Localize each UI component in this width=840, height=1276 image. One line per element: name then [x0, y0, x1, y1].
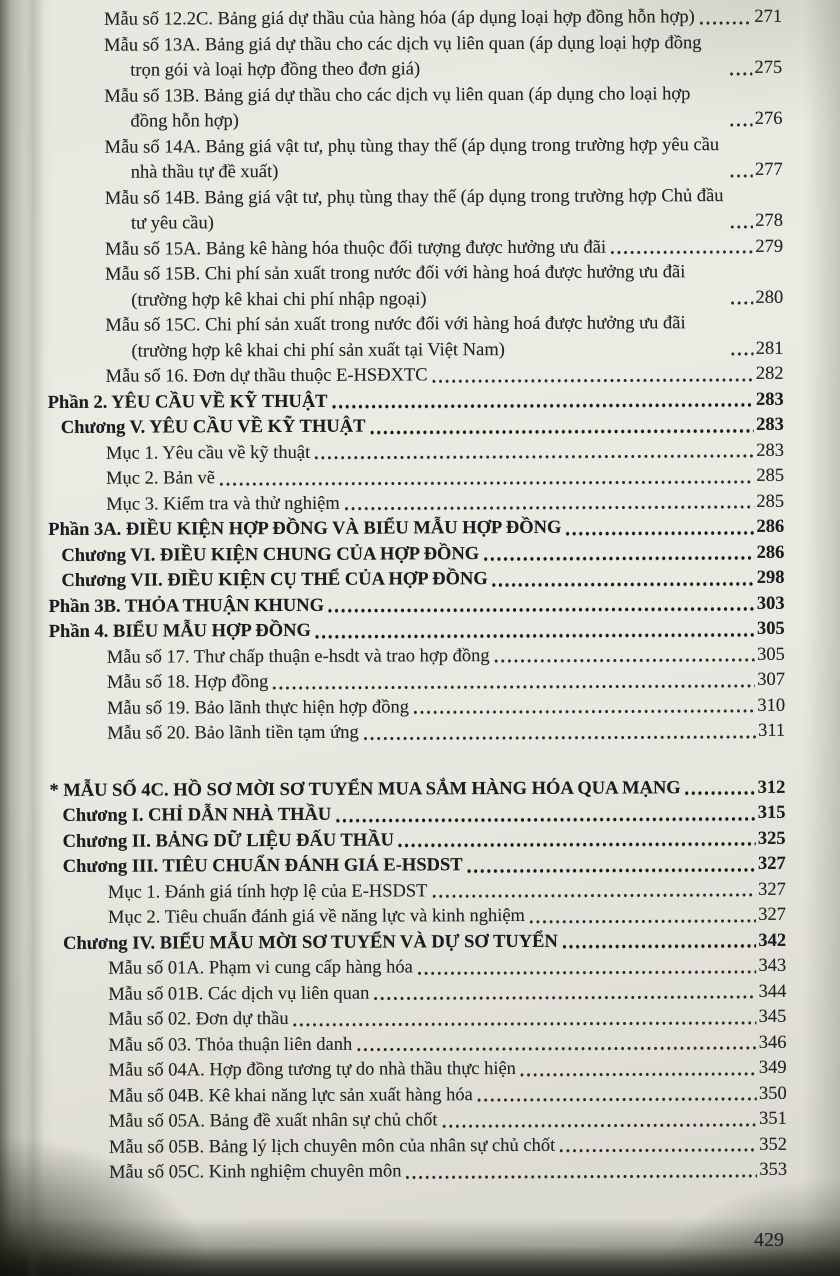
toc-entry [107, 668, 785, 696]
toc-entry-page: 349 [758, 1057, 787, 1078]
toc-entry-page: 310 [757, 695, 786, 716]
toc-entry [104, 5, 782, 33]
toc-entry-page: 285 [756, 491, 785, 512]
toc-entry-page: 315 [757, 802, 786, 823]
toc-entry-page: 312 [757, 777, 786, 798]
dot-leader [314, 633, 755, 639]
dot-leader [476, 1097, 757, 1102]
toc-entry-page: 311 [758, 720, 786, 741]
toc-entry [105, 183, 783, 237]
toc-entry-page: 351 [759, 1108, 787, 1129]
toc-entry-text: Mẫu số 13B. Bảng giá dự thầu cho các dịch vụ liên quan (áp dụng cho loại hợp đồng hỗn hợp) [104, 83, 691, 132]
dot-leader [729, 72, 753, 76]
toc-entry-text: Mẫu số 15B. Chi phí sản xuất trong nước đối với hàng hoá được hưởng ưu đãi (trường hợp kê khai chi phí nhập ngoại) [105, 262, 686, 311]
dot-leader [440, 1123, 757, 1128]
toc-entry-page: 350 [758, 1083, 787, 1104]
toc-entry [109, 1081, 787, 1109]
toc-entry-page: 327 [758, 904, 787, 925]
toc-entry-page: 342 [758, 930, 787, 951]
toc-entry-text: Mẫu số 05A. Bảng đề xuất nhân sự chủ chốt [108, 1110, 438, 1132]
dot-leader [564, 531, 754, 535]
toc-entry [105, 132, 783, 186]
toc-entry-text: Chương III. TIÊU CHUẨN ĐÁNH GIÁ E-HSDST [62, 855, 463, 877]
toc-entry-text: * MẪU SỐ 4C. HỒ SƠ MỜI SƠ TUYỂN MUA SẮM HÀNG HÓA QUA MẠNG [49, 777, 681, 801]
toc-entry [105, 260, 783, 314]
toc-entry-text: Mẫu số 15A. Bảng kê hàng hóa thuộc đối tượng được hưởng ưu đãi [105, 237, 607, 260]
toc-entry-page: 325 [757, 828, 786, 849]
dot-leader [368, 429, 754, 434]
dot-leader [416, 970, 757, 975]
toc-entry-text: Mục 1. Yêu cầu về kỹ thuật [105, 442, 311, 464]
toc-entry [108, 877, 786, 905]
toc-entry [104, 81, 782, 135]
toc-entry [106, 438, 784, 466]
toc-entry-page: 276 [754, 108, 783, 129]
dot-leader [331, 403, 754, 408]
toc-entry-text: Mẫu số 17. Thư chấp thuận e-hsdt và trao hợp đồng [106, 645, 490, 668]
dot-leader [431, 378, 754, 383]
toc-entry-page: 298 [756, 567, 785, 588]
toc-entry [109, 1056, 787, 1084]
dot-leader [218, 480, 754, 486]
toc-entry-text: Chương IV. BIỂU MẪU MỜI SƠ TUYỂN VÀ DỰ SƠ TUYỂN [63, 931, 558, 954]
toc-entry-text: Mẫu số 19. Bảo lãnh thực hiện hợp đồng [107, 696, 410, 719]
dot-leader [729, 174, 753, 178]
toc-entry-page: 279 [755, 236, 784, 257]
toc-entry [108, 1005, 786, 1033]
toc-entry-text: Mẫu số 04B. Kê khai năng lực sản xuất hàng hóa [108, 1084, 473, 1107]
dot-leader [271, 684, 755, 690]
toc-entry-text: Mẫu số 12.2C. Bảng giá dự thầu của hàng hóa (áp dụng loại hợp đồng hỗn hợp) [104, 7, 695, 30]
toc-entry-text: Chương VII. ĐIỀU KIỆN CỤ THỂ CỦA HỢP ĐỒNG [61, 569, 488, 591]
toc-entry-text: Mẫu số 01B. Các dịch vụ liên quan [108, 983, 370, 1005]
dot-leader [730, 301, 754, 305]
toc-entry-text: Chương VI. ĐIỀU KIỆN CHUNG CỦA HỢP ĐỒNG [61, 543, 480, 566]
dot-leader [482, 556, 754, 561]
toc-entry-text: Mẫu số 01A. Phạm vi cung cấp hàng hóa [108, 957, 413, 979]
toc-entry-page: 346 [758, 1032, 787, 1053]
toc-entry-text: Mẫu số 05B. Bảng lý lịch chuyên môn của nhân sự chủ chốt [108, 1135, 556, 1158]
dot-leader [684, 791, 756, 795]
toc-entry-text: Mẫu số 03. Thỏa thuận liên danh [108, 1034, 353, 1056]
dot-leader [397, 842, 756, 847]
dot-leader [343, 505, 755, 510]
toc-entry-text: Chương V. YÊU CẦU VỀ KỸ THUẬT [60, 416, 366, 438]
dot-leader [491, 582, 755, 587]
toc-entry [109, 1107, 787, 1135]
toc-entry-page: 281 [755, 338, 784, 359]
toc-entry-page: 271 [754, 6, 783, 27]
toc-entry-text: Mẫu số 05C. Kinh nghiệm chuyên môn [109, 1161, 402, 1183]
page-number: 429 [754, 1229, 784, 1251]
toc-entry-text: Mục 2. Tiêu chuẩn đánh giá về năng lực và kinh nghiệm [107, 905, 525, 928]
toc-entry [109, 1132, 787, 1160]
toc-entry-page: 352 [759, 1134, 788, 1155]
dot-leader [558, 1148, 757, 1152]
toc-entry-text: Mẫu số 14B. Bảng giá vật tư, phụ tùng thay thế (áp dụng trong trường hợp Chủ đầu tư yêu cầu) [104, 185, 724, 234]
dot-leader [729, 123, 753, 127]
toc-entry-page: 305 [756, 618, 785, 639]
toc-entry [107, 693, 785, 721]
toc-entry-text: Mẫu số 15C. Chi phí sản xuất trong nước đối với hàng hoá được hưởng ưu đãi (trường hợp kê khai chi phí sản xuất tại Việt Nam) [105, 313, 686, 362]
toc-entry [49, 775, 785, 804]
toc-entry [63, 928, 786, 957]
toc-entry-text: Phần 3A. ĐIỀU KIỆN HỢP ĐỒNG VÀ BIỂU MẪU HỢP ĐỒNG [48, 517, 562, 540]
toc-entry-text: Mục 1. Đánh giá tính hợp lệ của E-HSDST [107, 880, 428, 903]
dot-leader [362, 735, 756, 740]
toc-entry-text: Mẫu số 13A. Bảng giá dự thầu cho các dịch vụ liên quan (áp dụng loại hợp đồng trọn gói và loại hợp đồng theo đơn giá) [104, 32, 702, 81]
dot-leader [466, 868, 756, 873]
dot-leader [327, 607, 755, 612]
toc-entry-page: 280 [755, 287, 784, 308]
dot-leader [729, 225, 753, 229]
toc-entry [105, 311, 783, 365]
toc-entry [63, 852, 786, 881]
table-of-contents [46, 5, 787, 1187]
toc-entry-page: 278 [755, 210, 783, 231]
toc-entry [106, 489, 784, 517]
toc-entry-page: 286 [756, 542, 785, 563]
dot-leader [334, 817, 756, 822]
toc-entry-text: Mẫu số 20. Bảo lãnh tiền tạm ứng [107, 722, 359, 744]
toc-entry [107, 642, 785, 670]
toc-entry-page: 286 [756, 516, 785, 537]
toc-entry-page: 344 [758, 981, 787, 1002]
toc-entry [48, 387, 784, 416]
toc-entry-page: 327 [757, 853, 786, 874]
dot-leader [430, 893, 756, 898]
toc-entry-text: Mẫu số 04A. Hợp đồng tương tự do nhà thầu thực hiện [108, 1058, 516, 1081]
toc-entry [105, 234, 783, 262]
toc-entry-text: Chương II. BẢNG DỮ LIỆU ĐẤU THẦU [62, 829, 394, 852]
toc-entry-page: 343 [758, 955, 787, 976]
dot-leader [561, 944, 757, 948]
dot-leader [355, 1046, 757, 1051]
dot-leader [412, 709, 755, 714]
toc-entry-text: Phần 3B. THỎA THUẬN KHUNG [48, 595, 324, 617]
toc-entry [61, 540, 784, 569]
toc-entry-text: Mục 2. Bản vẽ [106, 468, 216, 489]
toc-entry-text: Phần 2. YÊU CẦU VỀ KỸ THUẬT [47, 391, 328, 413]
toc-entry-text: Phần 4. BIỂU MẪU HỢP ĐỒNG [48, 620, 311, 642]
toc-entry [62, 801, 785, 830]
toc-entry [49, 591, 785, 620]
toc-entry-page: 283 [756, 414, 784, 435]
toc-entry [108, 954, 786, 982]
dot-leader [609, 250, 753, 254]
toc-entry-text: Mục 3. Kiểm tra và thử nghiệm [106, 493, 340, 515]
toc-entry-text: Mẫu số 14A. Bảng giá vật tư, phụ tùng thay thế (áp dụng trong trường hợp yêu cầu nhà thầu tự đề xuất) [104, 134, 720, 183]
dot-leader [698, 21, 753, 25]
toc-entry-page: 305 [757, 644, 785, 665]
toc-entry [107, 719, 785, 747]
dot-leader [404, 1174, 757, 1179]
toc-entry-text: Chương I. CHỈ DẪN NHÀ THẦU [62, 804, 332, 826]
toc-entry [106, 362, 784, 390]
toc-entry [106, 464, 784, 492]
toc-entry [108, 979, 786, 1007]
toc-entry-page: 285 [756, 465, 785, 486]
toc-entry [108, 1030, 786, 1058]
toc-entry-page: 277 [754, 159, 783, 180]
toc-entry [108, 903, 786, 931]
toc-entry [109, 1158, 787, 1186]
page-gutter-crease [24, 0, 44, 1276]
toc-entry-page: 283 [756, 440, 784, 461]
dot-leader [730, 352, 754, 356]
toc-entry [61, 413, 784, 442]
dot-leader [372, 995, 756, 1000]
dot-leader [528, 919, 756, 924]
dot-leader [313, 454, 754, 460]
toc-entry [61, 566, 784, 595]
toc-entry-page: 303 [756, 593, 785, 614]
toc-entry-text: Mẫu số 02. Đơn dự thầu [108, 1008, 289, 1030]
toc-entry-text: Mẫu số 16. Đơn dự thầu thuộc E-HSĐXTC [105, 365, 428, 387]
toc-entry-text: Mẫu số 18. Hợp đồng [106, 672, 269, 693]
dot-leader [292, 1021, 757, 1027]
dot-leader [493, 658, 756, 663]
dot-leader [519, 1072, 757, 1077]
toc-entry [49, 617, 785, 646]
toc-entry [104, 30, 782, 84]
toc-entry-page: 275 [754, 57, 783, 78]
toc-entry-page: 307 [757, 669, 785, 690]
toc-entry-page: 283 [755, 389, 784, 410]
toc-entry-page: 345 [758, 1006, 787, 1027]
toc-entry [63, 826, 786, 855]
toc-entry-page: 353 [759, 1159, 788, 1180]
toc-entry [48, 515, 784, 544]
toc-entry-page: 327 [758, 879, 786, 900]
toc-entry-page: 282 [755, 363, 784, 384]
